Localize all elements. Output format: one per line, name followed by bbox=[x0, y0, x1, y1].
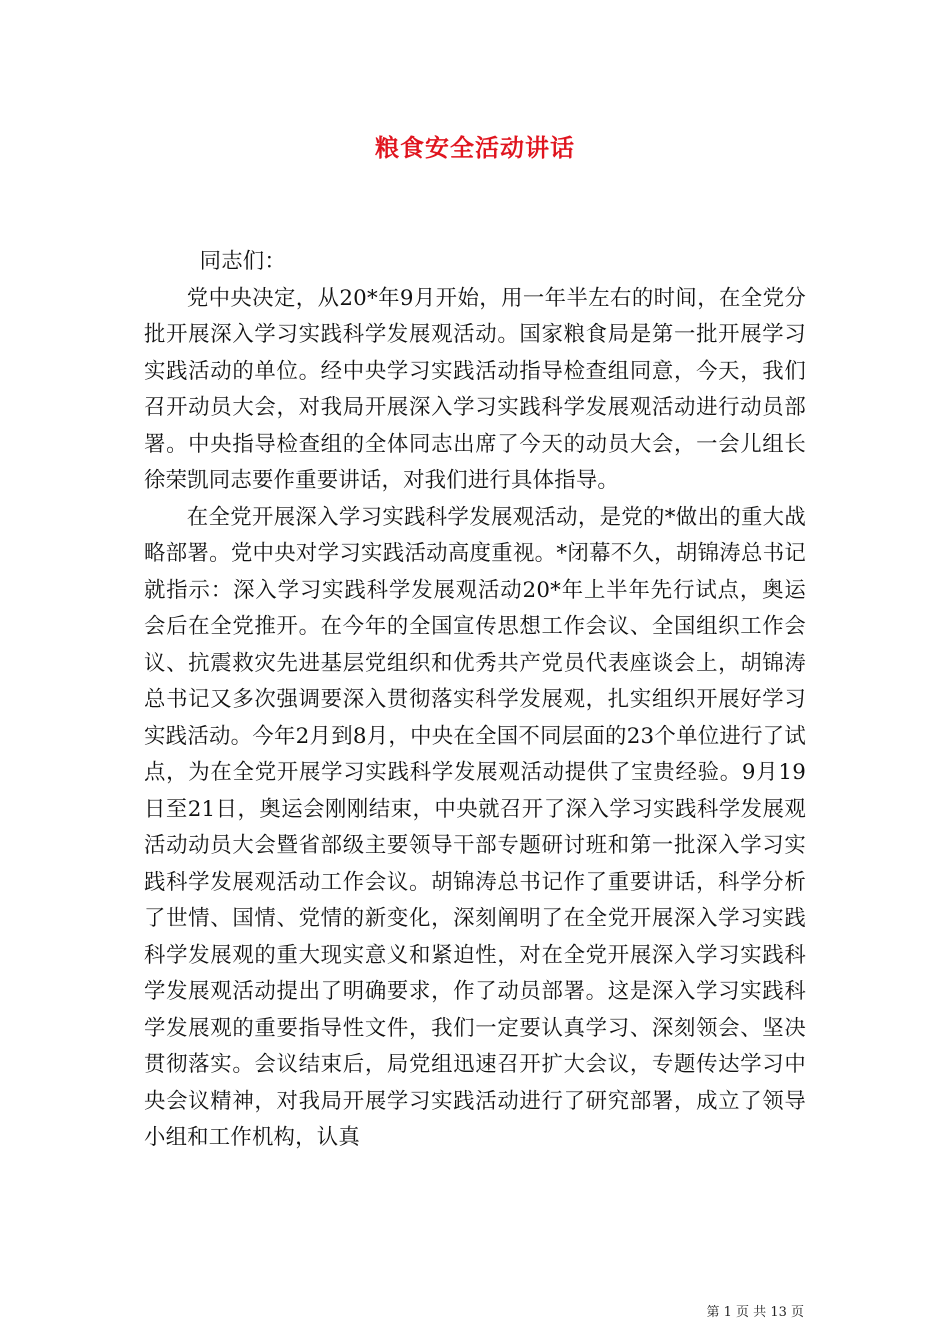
paragraph: 在全党开展深入学习实践科学发展观活动，是党的*做出的重大战略部署。党中央对学习实践活动高度重视。*闭幕不久，胡锦涛总书记就指示：深入学习实践科学发展观活动20*年上半年先行试点，奥运会后在全党推开。在今年的全国宣传思想工作会议、全国组织工作会议、抗震救灾先进基层党组织和优秀共产党员代表座谈会上，胡锦涛总书记又多次强调要深入贯彻落实科学发展观，扎实组织开展好学习实践活动。今年2月到8月，中央在全国不同层面的23个单位进行了试点，为在全党开展学习实践科学发展观活动提供了宝贵经验。9月19日至21日，奥运会刚刚结束，中央就召开了深入学习实践科学发展观活动动员大会暨省部级主要领导干部专题研讨班和第一批深入学习实践科学发展观活动工作会议。胡锦涛总书记作了重要讲话，科学分析了世情、国情、党情的新变化，深刻阐明了在全党开展深入学习实践科学发展观的重大现实意义和紧迫性，对在全党开展深入学习实践科学发展观活动提出了明确要求，作了动员部署。这是深入学习实践科学发展观的重要指导性文件，我们一定要认真学习、深刻领会、坚决贯彻落实。会议结束后，局党组迅速召开扩大会议，专题传达学习中央会议精神，对我局开展学习实践活动进行了研究部署，成立了领导小组和工作机构，认真 bbox=[144, 504, 806, 1150]
document-body bbox=[144, 244, 806, 1157]
salutation: 同志们： bbox=[199, 249, 286, 274]
page-number: 第 1 页 共 13 页 bbox=[706, 1305, 804, 1320]
page-title: 粮食安全活动讲话 bbox=[375, 134, 575, 162]
paragraph: 党中央决定，从20*年9月开始，用一年半左右的时间，在全党分批开展深入学习实践科学发展观活动。国家粮食局是第一批开展学习实践活动的单位。经中央学习实践活动指导检查组同意，今天，我们召开动员大会，对我局开展深入学习实践科学发展观活动进行动员部署。中央指导检查组的全体同志出席了今天的动员大会，一会儿组长徐荣凯同志要作重要讲话，对我们进行具体指导。 bbox=[144, 285, 806, 493]
